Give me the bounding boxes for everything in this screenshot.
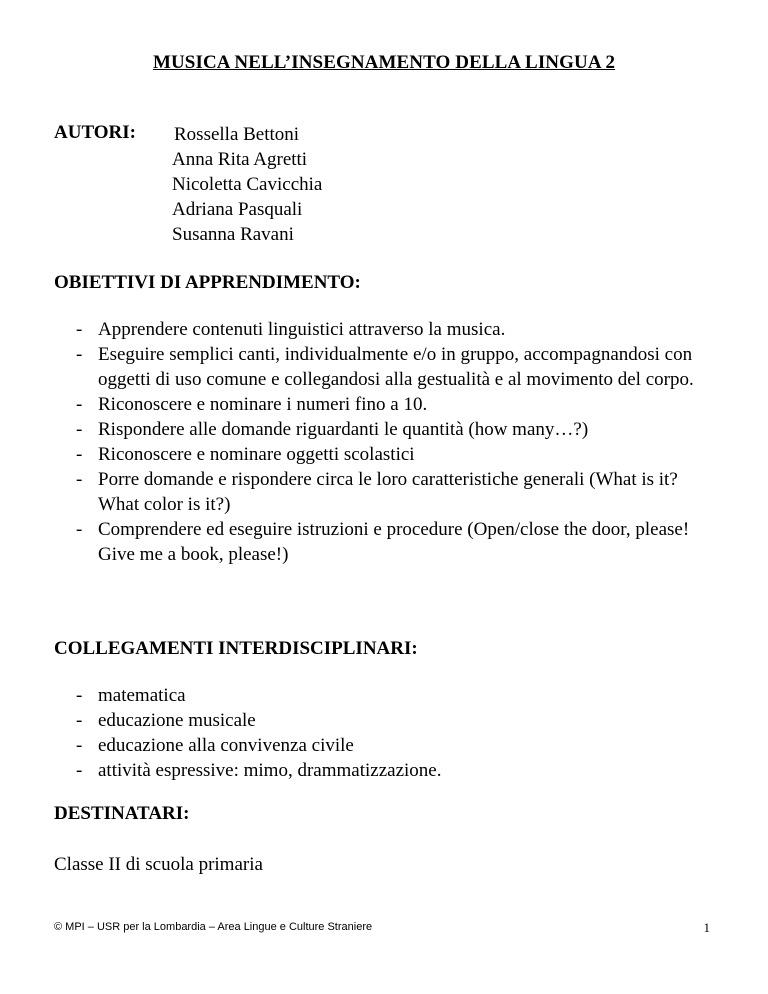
list-item <box>76 442 716 467</box>
list-item <box>76 467 716 517</box>
list-item <box>76 517 716 567</box>
author-name: Adriana Pasquali <box>172 199 303 220</box>
footer-credit: © MPI – USR per la Lombardia – Area Lingue e Culture Straniere <box>54 921 373 933</box>
bullet-dash: - <box>76 319 83 340</box>
list-item-text: Riconoscere e nominare oggetti scolastici <box>98 444 415 465</box>
recipients-text: Classe II di scuola primaria <box>54 854 263 875</box>
list-item-text: Riconoscere e nominare i numeri fino a 10. <box>98 394 428 415</box>
objectives-heading: OBIETTIVI DI APPRENDIMENTO: <box>54 272 361 293</box>
author-name: Anna Rita Agretti <box>172 149 308 170</box>
bullet-dash: - <box>76 760 83 781</box>
list-item <box>76 758 716 783</box>
list-item <box>76 317 716 342</box>
list-item <box>76 417 716 442</box>
list-item-text: educazione musicale <box>98 710 256 731</box>
author-name: Nicoletta Cavicchia <box>172 174 323 195</box>
list-item-text: Apprendere contenuti linguistici attraverso la musica. <box>98 319 506 340</box>
bullet-dash: - <box>76 710 83 731</box>
author-name: Susanna Ravani <box>172 224 294 245</box>
author-name: Rossella Bettoni <box>174 124 300 145</box>
list-item <box>76 708 716 733</box>
bullet-dash: - <box>76 444 83 465</box>
list-item-text: Porre domande e rispondere circa le loro caratteristiche generali (What is it? What color is it?) <box>98 469 678 515</box>
list-item <box>76 733 716 758</box>
bullet-dash: - <box>76 685 83 706</box>
bullet-dash: - <box>76 469 83 490</box>
page-number: 1 <box>703 920 710 935</box>
bullet-dash: - <box>76 735 83 756</box>
bullet-dash: - <box>76 419 83 440</box>
document-title: MUSICA NELL’INSEGNAMENTO DELLA LINGUA 2 <box>152 52 616 73</box>
recipients-heading: DESTINATARI: <box>54 803 190 824</box>
objectives-list <box>76 317 716 567</box>
list-item-text: educazione alla convivenza civile <box>98 735 354 756</box>
list-item-text: attività espressive: mimo, drammatizzazione. <box>98 760 442 781</box>
list-item <box>76 683 716 708</box>
list-item <box>76 342 716 392</box>
bullet-dash: - <box>76 344 83 365</box>
list-item-text: matematica <box>98 685 186 706</box>
bullet-dash: - <box>76 394 83 415</box>
list-item-text: Rispondere alle domande riguardanti le quantità (how many…?) <box>98 419 589 440</box>
authors-list <box>172 122 322 247</box>
interdisciplinary-list <box>76 683 716 783</box>
list-item-text: Eseguire semplici canti, individualmente e/o in gruppo, accompagnandosi con oggetti di uso comune e collegandosi alla gestualità e al movimento del corpo. <box>98 344 694 390</box>
authors-label: AUTORI: <box>54 122 136 143</box>
list-item-text: Comprendere ed eseguire istruzioni e procedure (Open/close the door, please! Give me a book, please!) <box>98 519 690 565</box>
bullet-dash: - <box>76 519 83 540</box>
interdisciplinary-heading: COLLEGAMENTI INTERDISCIPLINARI: <box>54 638 418 659</box>
list-item <box>76 392 716 417</box>
